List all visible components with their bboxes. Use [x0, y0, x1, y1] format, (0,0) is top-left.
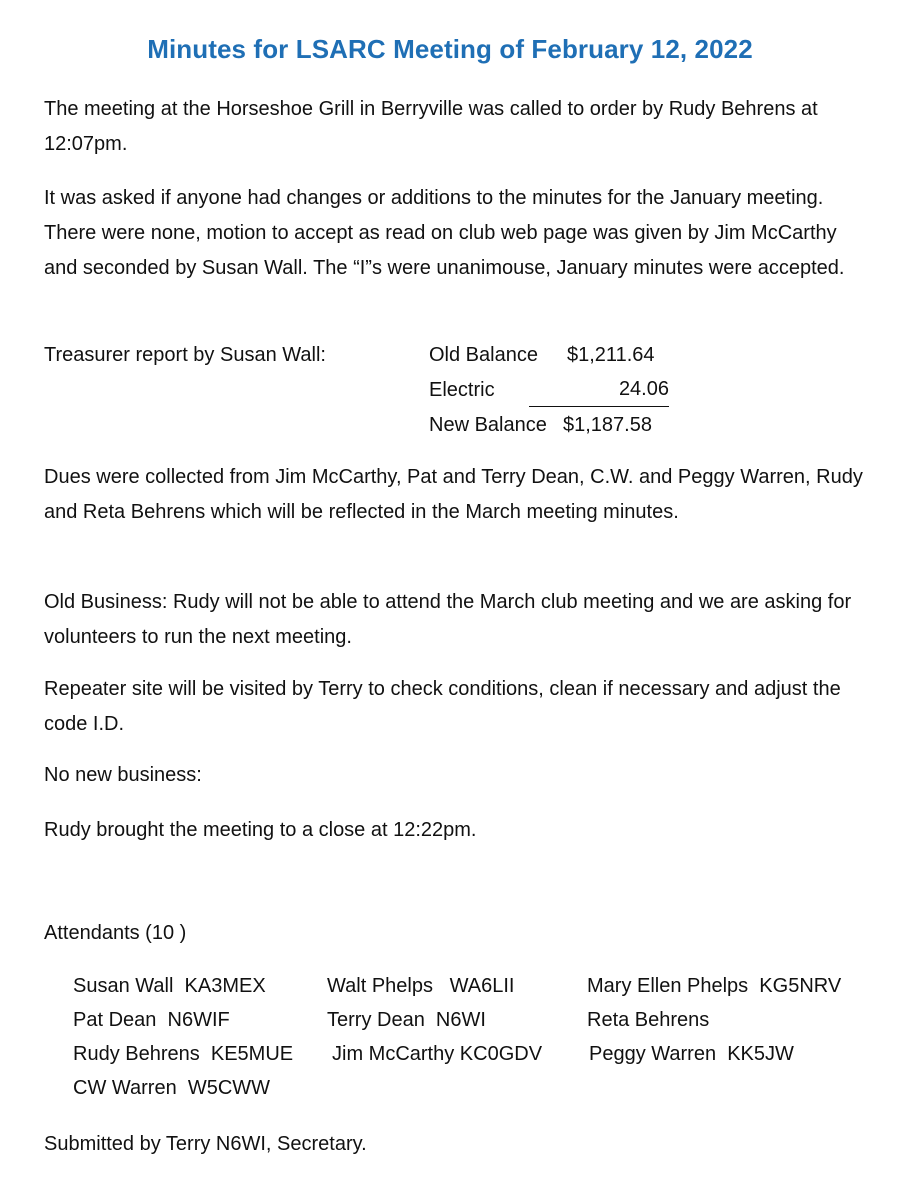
ledger-label: Electric [429, 379, 495, 401]
attendant-name: Reta Behrens [587, 1009, 710, 1031]
submitted-by: Submitted by Terry N6WI, Secretary. [44, 1133, 367, 1155]
ledger-row-old-balance [429, 338, 689, 373]
repeater-paragraph: Repeater site will be visited by Terry to check conditions, clean if necessary and adjust the code I.D. [44, 678, 841, 735]
attendants-row [73, 1003, 883, 1037]
ledger-row-electric [429, 373, 689, 408]
page-title: Minutes for LSARC Meeting of February 12, 2022 [147, 34, 753, 64]
attendant-name: Susan Wall KA3MEX [73, 975, 266, 997]
ledger-label: Old Balance [429, 344, 538, 366]
attendants-row [73, 969, 883, 1003]
dues-paragraph: Dues were collected from Jim McCarthy, Pat and Terry Dean, C.W. and Peggy Warren, Rudy and Reta Behrens which will be reflected in the March meeting minutes. [44, 466, 863, 523]
ledger-amount-underlined: 24.06 [529, 373, 669, 407]
close-paragraph: Rudy brought the meeting to a close at 12:22pm. [44, 819, 477, 841]
attendant-name: Walt Phelps WA6LII [327, 975, 515, 997]
attendants-row [73, 1037, 883, 1071]
ledger-row-new-balance [429, 408, 689, 443]
ledger-label: New Balance [429, 414, 547, 436]
treasurer-report-label: Treasurer report by Susan Wall: [44, 344, 326, 366]
attendant-name: Pat Dean N6WIF [73, 1009, 230, 1031]
attendant-name: Peggy Warren KK5JW [589, 1043, 794, 1065]
attendant-name: Rudy Behrens KE5MUE [73, 1043, 294, 1065]
attendant-name: Jim McCarthy KC0GDV [332, 1043, 543, 1065]
minutes-review-paragraph: It was asked if anyone had changes or additions to the minutes for the January meeting. There were none, motion to accept as read on club web page was given by Jim McCarthy and seconded by Susan Wall. The “I”s were unanimouse, January minutes were accepted. [44, 187, 845, 279]
attendants-row [73, 1071, 883, 1105]
ledger-amount: $1,187.58 [563, 414, 652, 436]
treasurer-ledger [429, 338, 689, 443]
old-business-paragraph: Old Business: Rudy will not be able to attend the March club meeting and we are asking for volunteers to run the next meeting. [44, 591, 852, 648]
call-to-order-paragraph: The meeting at the Horseshoe Grill in Berryville was called to order by Rudy Behrens at 12:07pm. [44, 98, 818, 155]
new-business-paragraph: No new business: [44, 764, 202, 786]
attendant-name: CW Warren W5CWW [73, 1077, 271, 1099]
attendant-name: Mary Ellen Phelps KG5NRV [587, 975, 842, 997]
attendants-list [73, 969, 883, 1105]
attendant-name: Terry Dean N6WI [327, 1009, 486, 1031]
ledger-amount: $1,211.64 [567, 344, 655, 366]
attendants-heading: Attendants (10 ) [44, 922, 187, 944]
